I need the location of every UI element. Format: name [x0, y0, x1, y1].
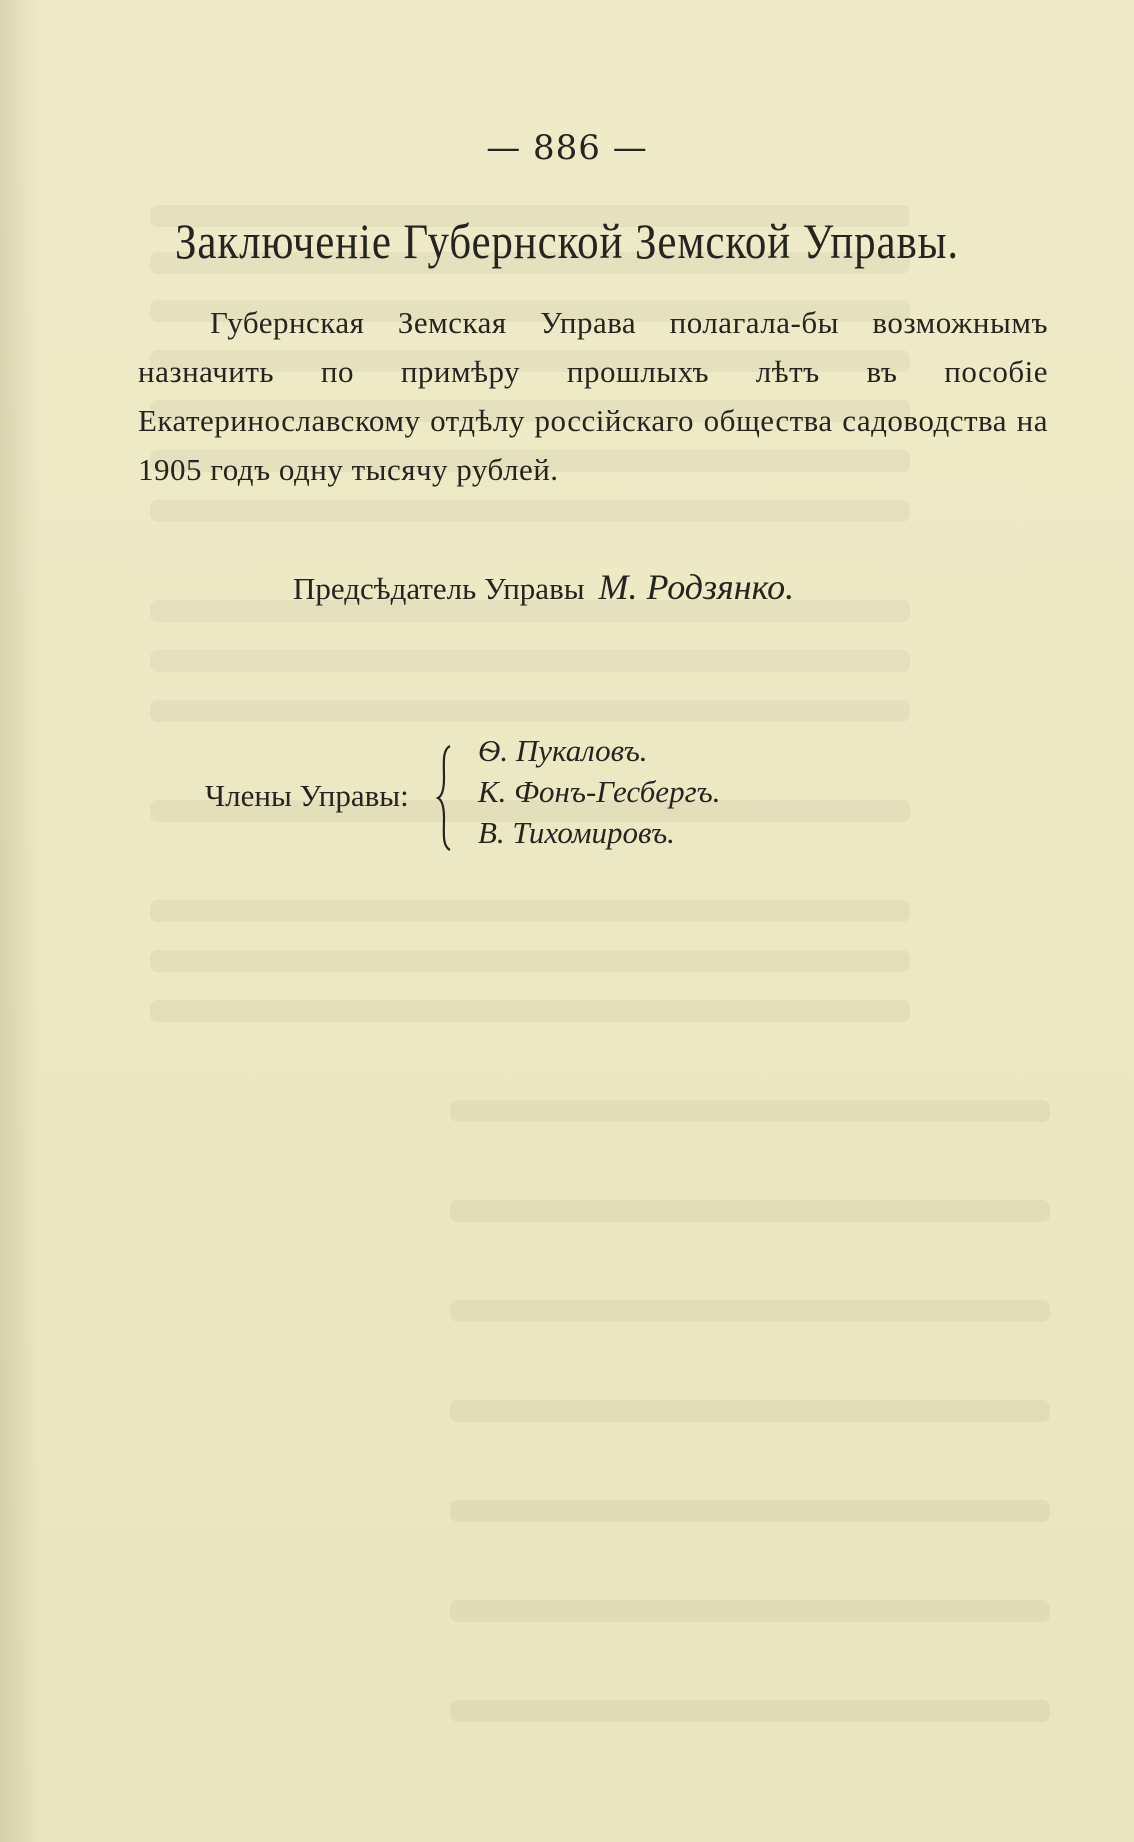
page-title: Заключеніе Губернской Земской Управы.	[174, 213, 959, 269]
member-name: Ѳ. Пукаловъ.	[478, 733, 648, 768]
binding-shadow	[0, 0, 40, 1842]
chairman-signature: М. Родзянко.	[598, 567, 795, 607]
members-label: Члены Управы:	[205, 778, 409, 813]
members-list	[478, 730, 721, 853]
body-paragraph: Губернская Земская Управа полагала-бы возможнымъ назначить по примѣру прошлыхъ лѣтъ въ пособіе Екатеринославскому отдѣлу россійскаго общества садоводства на 1905 годъ одну тысячу рублей.	[138, 305, 1048, 487]
member-name: К. Фонъ-Гесбергъ.	[478, 774, 721, 809]
curly-brace-icon	[436, 744, 458, 852]
member-name: В. Тихомировъ.	[478, 815, 675, 850]
chairman-line	[293, 566, 794, 608]
page-number: — 886 —	[486, 128, 648, 168]
chairman-label: Предсѣдатель Управы	[293, 571, 585, 606]
